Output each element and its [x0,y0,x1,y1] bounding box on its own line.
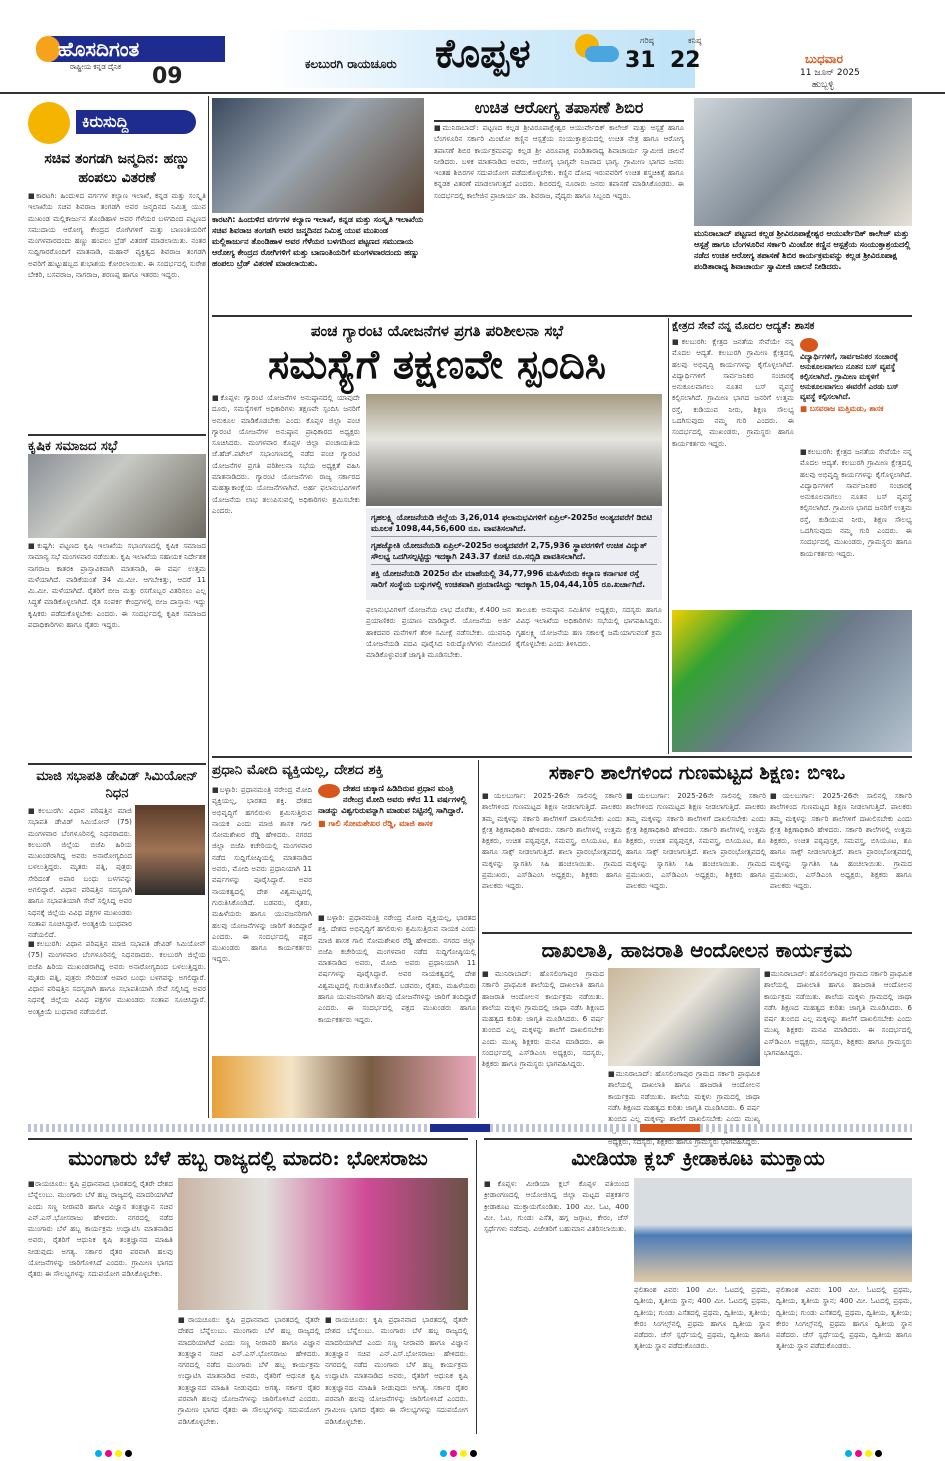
section-rule-3 [482,932,912,934]
side-quote-text: ವಿದ್ಯಾರ್ಥಿಗಳಿಗೆ, ಸಾರ್ವಜನಿಕರ ಸಂಚಾರಕ್ಕೆ ಅನುಕೂಲವಾಗಲು ನೂತನ ಬಸ್ ವ್ಯವಸ್ಥೆ ಕಲ್ಪಿಸಲಾಗಿದೆ. ಗ್ರಾಮೀಣ ಮಕ್ಕಳಿಗೆ ಅನುಕೂಲವಾಗಲು ಈವರೆಗೆ ಎರಡು ಬಸ್ ವ್ಯವಸ್ಥೆ ಕಲ್ಪಿಸಲಾಗಿದೆ. [800,352,899,401]
column-divider-2 [668,318,669,754]
yellow-dot [460,1450,467,1457]
registration-dots-left [95,1442,135,1461]
magenta-dot [105,1450,112,1457]
s1-headline: ಸಚಿವ ತಂಗಡಗಿ ಜನ್ಮದಿನ: ಹಣ್ಣು ಹಂಪಲು ವಿತರಣೆ [44,151,190,186]
city-name: ಕೊಪ್ಪಳ [435,30,531,77]
mungaru-headline: ಮುಂಗಾರು ಬೆಳೆ ಹಬ್ಬ ರಾಜ್ಯದಲ್ಲಿ ಮಾದರಿ: ಭೋಸರಾಜು [28,1138,468,1176]
magenta-dot [450,1450,457,1457]
modi-quote [318,784,476,908]
lead-kicker: ಪಂಚ ಗ್ಯಾರಂಟಿ ಯೋಜನೆಗಳ ಪ್ರಗತಿ ಪರಿಶೀಲನಾ ಸಭೆ [310,322,564,340]
dakhalati-body-b: ■ಮುನಿರಾಬಾದ್: ಹೊಸಲಿಂಗಾಪುರ ಗ್ರಾಮದ ಸರ್ಕಾರಿ ಪ್ರಾಥಮಿಕ ಶಾಲೆಯಲ್ಲಿ ದಾಖಲಾತಿ ಹಾಗೂ ಹಾಜರಾತಿ ಆಂದೋಲನ ಕಾರ್ಯಕ್ರಮ ನಡೆಯಿತು. ಶಾಲೆಯ ಮಕ್ಕಳು ಗ್ರಾಮದಲ್ಲಿ ಜಾಥಾ ನಡೆಸಿ ಶಿಕ್ಷಣದ ಮಹತ್ವದ ಕುರಿತು ಜಾಗೃತಿ ಮೂಡಿಸಿದರು. 6 ವರ್ಷ ತುಂಬಿದ ಎಲ್ಲ ಮಕ್ಕಳನ್ನು ಶಾಲೆಗೆ ದಾಖಲಿಸಬೇಕು ಎಂದು ಮುಖ್ಯ ಅಧ್ಯಕ್ಷರು, ಸದಸ್ಯರು, ಶಿಕ್ಷಕರು ಹಾಗೂ ಗ್ರಾಮಸ್ಥರು ಭಾಗವಹಿಸಿದ್ದರು. [608,1069,760,1146]
modi-headline: ಪ್ರಧಾನಿ ಮೋದಿ ವ್ಯಕ್ತಿಯಲ್ಲ, ದೇಶದ ಶಕ್ತಿ [212,762,384,778]
yellow-dot [865,1450,872,1457]
weekday: ಬುಧವಾರ [805,52,843,66]
black-dot [470,1450,477,1457]
lead-headline: ಸಮಸ್ಯೆಗೆ ತಕ್ಷಣವೇ ಸ್ಪಂದಿಸಿ [268,341,606,388]
min-temp: 22 [670,48,701,73]
dakhalati-body-a: ■ಮುನಿರಾಬಾದ್: ಹೊಸಲಿಂಗಾಪುರ ಗ್ರಾಮದ ಸರ್ಕಾರಿ ಪ್ರಾಥಮಿಕ ಶಾಲೆಯಲ್ಲಿ ದಾಖಲಾತಿ ಹಾಗೂ ಹಾಜರಾತಿ ಆಂದೋಲನ ಕಾರ್ಯಕ್ರಮ ನಡೆಯಿತು. ಶಾಲೆಯ ಮಕ್ಕಳು ಗ್ರಾಮದಲ್ಲಿ ಜಾಥಾ ನಡೆಸಿ ಶಿಕ್ಷಣದ ಮಹತ್ವದ ಕುರಿತು ಜಾಗೃತಿ ಮೂಡಿಸಿದರು. 6 ವರ್ಷ ತುಂಬಿದ ಎಲ್ಲ ಮಕ್ಕಳನ್ನು ಶಾಲೆಗೆ ದಾಖಲಿಸಬೇಕು ಎಂದು ಮುಖ್ಯ ಶಿಕ್ಷಕರು ಮನವಿ ಮಾಡಿದರು. ಈ ಸಂದರ್ಭದಲ್ಲಿ ಎಸ್‌ಡಿಎಂಸಿ ಅಧ್ಯಕ್ಷರು, ಸದಸ್ಯರು, ಶಿಕ್ಷಕರು ಹಾಗೂ ಗ್ರಾಮಸ್ಥರು ಭಾಗವಹಿಸಿದ್ದರು. [482,969,604,1069]
dakhalati-headline: ದಾಖಲಾತಿ, ಹಾಜರಾತಿ ಆಂದೋಲನ ಕಾರ್ಯಕ್ರಮ [541,938,853,962]
quote-icon [800,338,818,352]
column-divider-3 [478,760,479,1118]
lead-body-mid2: ತಾಲೂಕು ಅನುಷ್ಠಾನ ಸಮಿತಿಗಳ ಅಧ್ಯಕ್ಷರು, ಸದಸ್ಯರು ಹಾಗೂ ವಿವಿಧ ಇಲಾಖೆಯ ಅಧಿಕಾರಿಗಳು ಸಭೆಯಲ್ಲಿ ಭಾಗವಹಿಸಿದ್ದರು. ಗೃಹಲಕ್ಷ್ಮಿ ಯೋಜನೆಯ ಹಣ ಸಕಾಲಕ್ಕೆ ಜಮೆಯಾಗುವಂತೆ ಕ್ರಮ ಕೈಗೊಳ್ಳಬೇಕು ಎಂದು ತಿಳಿಸಿದರು. [516,605,662,648]
cloud-shape [585,46,619,62]
s3-headline: ಮಾಜಿ ಸಭಾಪತಿ ಡೇವಿಡ್ ಸಿಮಿಯೋನ್ ನಿಧನ [28,763,206,802]
s3-body-a: ■ಕಲಬುರಗಿ: ವಿಧಾನ ಪರಿಷತ್ತಿನ ಮಾಜಿ ಸಭಾಪತಿ ಡೇವಿಡ್ ಸಿಮಿಯೋನ್ (75) ಮಂಗಳವಾರ ಬೆಂಗಳೂರಿನಲ್ಲಿ ನಿಧನರಾದರು. ಕಲಬುರಗಿ ಜಿಲ್ಲೆಯ ಬಿಜೆಪಿ ಹಿರಿಯ ಮುಖಂಡರಾಗಿದ್ದ ಅವರು ಅನಾರೋಗ್ಯದಿಂದ ಬಳಲುತ್ತಿದ್ದರು. ಮೃತರು ಪತ್ನಿ, ಪುತ್ರರು ಸೇರಿದಂತೆ ಅಪಾರ ಬಂಧು ಬಳಗವನ್ನು ಅಗಲಿದ್ದಾರೆ. ವಿಧಾನ ಪರಿಷತ್ತಿನ ಸದಸ್ಯರಾಗಿ ಹಾಗೂ ಸಭಾಪತಿಯಾಗಿ ಸೇವೆ ಸಲ್ಲಿಸಿದ್ದ ಅವರ ನಿಧನಕ್ಕೆ ಜಿಲ್ಲೆಯ ವಿವಿಧ ಪಕ್ಷಗಳ ಮುಖಂಡರು ಸಂತಾಪ ಸೂಚಿಸಿದ್ದಾರೆ. ಅಂತ್ಯಕ್ರಿಯೆ ಬುಧವಾರ ನಡೆಯಲಿದೆ. [28,806,132,940]
s2-body: ■ಕುಷ್ಟಗಿ: ಪಟ್ಟಣದ ಕೃಷಿ ಇಲಾಖೆಯ ಸಭಾಂಗಣದಲ್ಲಿ ಕೃಷಿಕ ಸಮಾಜದ ಸಾಮಾನ್ಯ ಸಭೆ ಮಂಗಳವಾರ ನಡೆಯಿತು. ಕೃಷಿ ಇಲಾಖೆಯ ಸಹಾಯಕ ನಿರ್ದೇಶಕ ನಾಗರಾಜ ಕಾತರಕಿ ಪ್ರಾಸ್ತಾವಿಕವಾಗಿ ಮಾತನಾಡಿ, ಈ ವರ್ಷ ಉತ್ತಮ ಮಳೆಯಾಗಿದೆ. ವಾಡಿಕೆಯಂತೆ 34 ಮಿ.ಮೀ. ಆಗಬೇಕಿತ್ತು, ಆದರೆ 11 ಮಿ.ಮೀ. ಮಳೆಯಾಗಿದೆ. ರೈತರಿಗೆ ಬೀಜ ಮತ್ತು ರಸಗೊಬ್ಬರ ವಿತರಿಸಲು ಎಲ್ಲ ಸಿದ್ಧತೆ ಮಾಡಿಕೊಳ್ಳಲಾಗಿದೆ. ರೈತ ಸಂಪರ್ಕ ಕೇಂದ್ರಗಳಲ್ಲಿ ಬೀಜ ದಾಸ್ತಾನು ಇದ್ದು ಕೃಷಿಕರು ಪಡೆದುಕೊಳ್ಳಬೇಕು ಎಂದರು. ಈ ಸಂದರ್ಭದಲ್ಲಿ ಕೃಷಿಕ ಸಮಾಜದ ಪದಾಧಿಕಾರಿಗಳು ಹಾಗೂ ರೈತರು ಇದ್ದರು. [28,541,206,630]
s1-body: ■ಕಾರಟಗಿ: ಹಿಂದುಳಿದ ವರ್ಗಗಳ ಕಲ್ಯಾಣ ಇಲಾಖೆ, ಕನ್ನಡ ಮತ್ತು ಸಂಸ್ಕೃತಿ ಇಲಾಖೆಯ ಸಚಿವ ಶಿವರಾಜ ತಂಗಡಗಿ ಅವರ ಜನ್ಮದಿನದ ನಿಮಿತ್ತ ಯುವ ಮುಖಂಡ ಮಲ್ಲಿಕಾರ್ಜುನ ತೊಂಡಿಹಾಳ ಅವರ ಗೆಳೆಯರ ಬಳಗದಿಂದ ಪಟ್ಟಣದ ಸಮುದಾಯ ಆರೋಗ್ಯ ಕೇಂದ್ರದ ರೋಗಿಗಳಿಗೆ ಮತ್ತು ಬಾಣಂತಿಯರಿಗೆ ಮಂಗಳವಾರದಂದು ಹಣ್ಣು ಹಂಪಲು ಬ್ರೆಡ್ ವಿತರಣೆ ಮಾಡಲಾಯಿತು. ನಂತರ ಸುದ್ದಿಗಾರರೊಂದಿಗೆ ಮಾತನಾಡಿ, ಮಹಾನ್ ವ್ಯಕ್ತಿತ್ವದ ಶಿವರಾಜ ತಂಗಡಗಿ ಅವರಿಗೆ ಹುಟ್ಟುಹಬ್ಬದ ಶುಭಾಶಯ ಕೋರಲಾಯಿತು. ಈ ಸಂದರ್ಭದಲ್ಲಿ ಸುರೇಶ ಬೇಕರಿ, ಬಸವರಾಜ, ನಾಗರಾಜ, ಶರಣಪ್ಪ ಹಾಗೂ ಇತರರು ಇದ್ದರು. [28,191,206,280]
section-rule-2 [212,756,912,758]
mungaru-photo [178,1178,468,1310]
quote-icon [318,784,340,798]
column-divider-4 [476,1140,477,1434]
mungaru-body-c: ■ರಾಯಚೂರು: ಕೃಷಿ ಪ್ರಧಾನವಾದ ಭಾರತದಲ್ಲಿ ರೈತರೇ ದೇಶದ ಬೆನ್ನೆಲುಬು. ಮುಂಗಾರು ಬೆಳೆ ಹಬ್ಬ ರಾಜ್ಯದಲ್ಲಿ ಮಾದರಿಯಾಗಿದೆ ಎಂದು ಸಣ್ಣ ನೀರಾವರಿ ಹಾಗೂ ವಿಜ್ಞಾನ ತಂತ್ರಜ್ಞಾನ ಸಚಿವ ಎನ್.ಎಸ್.ಭೋಸರಾಜು ಹೇಳಿದರು. ನಗರದಲ್ಲಿ ನಡೆದ ಮುಂಗಾರು ಬೆಳೆ ಹಬ್ಬ ಕಾರ್ಯಕ್ರಮ ಉದ್ಘಾಟಿಸಿ ಮಾತನಾಡಿದ ಅವರು, ರೈತರಿಗೆ ಆಧುನಿಕ ಕೃಷಿ ತಂತ್ರಜ್ಞಾನದ ಮಾಹಿತಿ ನೀಡುವುದು ಅಗತ್ಯ. ಸರ್ಕಾರ ರೈತರ ಪರವಾಗಿ ಹಲವು ಯೋಜನೆಗಳನ್ನು ಜಾರಿಗೊಳಿಸಿದೆ ಎಂದರು. ಗ್ರಾಮೀಣ ಭಾಗದ ರೈತರು ಈ ಸೌಲಭ್ಯಗಳನ್ನು ಸದುಪಯೋಗ ಪಡಿಸಿಕೊಳ್ಳಬೇಕು. [325,1315,468,1426]
cyan-dot [440,1450,447,1457]
yellow-dot [115,1450,122,1457]
stat-shakti: ಶಕ್ತಿ ಯೋಜನೆಯಡಿ 2025ರ ಮೇ ಮಾಹೆಯಲ್ಲಿ 34,77,996 ಮಹಿಳೆಯರು ಕಲ್ಯಾಣ ಕರ್ನಾಟಕ ರಸ್ತೆ ಸಾರಿಗೆ ಸಂಸ್ಥೆಯ ಬಸ್ಸುಗಳಲ್ಲಿ ಉಚಿತವಾಗಿ ಪ್ರಯಾಣಿಸಿದ್ದು ಇದಕ್ಕಾಗಿ 15,04,44,105 ರೂ.ಖರ್ಚಾಗಿದೆ. [371,569,646,589]
side-quote-by: ■ ಬಸವರಾಜ ಮತ್ತಿಮಡು, ಶಾಸಕ [800,404,884,413]
paper-tagline: ರಾಷ್ಟ್ರೀಯ ಕನ್ನಡ ದೈನಿಕ [70,63,122,71]
masthead [0,0,945,94]
media-headline: ಮೀಡಿಯಾ ಕ್ಲಬ್ ಕ್ರೀಡಾಕೂಟ ಮುಕ್ತಾಯ [484,1138,912,1176]
obituary-photo [135,805,205,895]
top2-photo [694,98,912,226]
black-dot [125,1450,132,1457]
max-temp-label: ಗರಿಷ್ಠ [640,36,654,45]
separator-accent-blue [430,1124,490,1132]
lead-stat-box [366,508,662,600]
page-number: 09 [152,64,183,89]
top1-photo [212,98,424,213]
school-body-b: ■ಯಲಬುರ್ಗಾ: 2025-26ನೇ ಸಾಲಿನಲ್ಲಿ ಸರ್ಕಾರಿ ಶಾಲೆಗಳಿಂದ ಗುಣಮಟ್ಟದ ಶಿಕ್ಷಣ ನೀಡಲಾಗುತ್ತಿದೆ. ಪಾಲಕರು ತಮ್ಮ ಮಕ್ಕಳನ್ನು ಸರ್ಕಾರಿ ಶಾಲೆಗಳಿಗೆ ದಾಖಲಿಸಬೇಕು ಎಂದು ಕ್ಷೇತ್ರ ಶಿಕ್ಷಣಾಧಿಕಾರಿ ಹೇಳಿದರು. ಸರ್ಕಾರಿ ಶಾಲೆಗಳಲ್ಲಿ ಉತ್ತಮ ಶಿಕ್ಷಕರು, ಉಚಿತ ಪಠ್ಯಪುಸ್ತಕ, ಸಮವಸ್ತ್ರ, ಬಿಸಿಯೂಟ, ಶೂ ಹಾಗೂ ಸಾಕ್ಸ್ ನೀಡಲಾಗುತ್ತಿದೆ. ಶಾಲಾ ಪ್ರಾರಂಭೋತ್ಸವದಲ್ಲಿ ಮಕ್ಕಳನ್ನು ಸ್ವಾಗತಿಸಿ ಸಿಹಿ ಹಂಚಲಾಯಿತು. ಗ್ರಾಮದ ಪ್ರಮುಖರು, ಎಸ್‌ಡಿಎಂಸಿ ಅಧ್ಯಕ್ಷರು, ಶಿಕ್ಷಕರು ಹಾಗೂ ಪಾಲಕರು ಇದ್ದರು. [626,791,766,891]
s3-body-b: ■ಕಲಬುರಗಿ: ವಿಧಾನ ಪರಿಷತ್ತಿನ ಮಾಜಿ ಸಭಾಪತಿ ಡೇವಿಡ್ ಸಿಮಿಯೋನ್ (75) ಮಂಗಳವಾರ ಬೆಂಗಳೂರಿನಲ್ಲಿ ನಿಧನರಾದರು. ಕಲಬುರಗಿ ಜಿಲ್ಲೆಯ ಬಿಜೆಪಿ ಹಿರಿಯ ಮುಖಂಡರಾಗಿದ್ದ ಅವರು ಅನಾರೋಗ್ಯದಿಂದ ಬಳಲುತ್ತಿದ್ದರು. ಮೃತರು ಪತ್ನಿ, ಪುತ್ರರು ಸೇರಿದಂತೆ ಅಪಾರ ಬಂಧು ಬಳಗವನ್ನು ಅಗಲಿದ್ದಾರೆ. ವಿಧಾನ ಪರಿಷತ್ತಿನ ಸದಸ್ಯರಾಗಿ ಹಾಗೂ ಸಭಾಪತಿಯಾಗಿ ಸೇವೆ ಸಲ್ಲಿಸಿದ್ದ ಅವರ ನಿಧನಕ್ಕೆ ಜಿಲ್ಲೆಯ ವಿವಿಧ ಪಕ್ಷಗಳ ಮುಖಂಡರು ಸಂತಾಪ ಸೂಚಿಸಿದ್ದಾರೆ. ಅಂತ್ಯಕ್ರಿಯೆ ಬುಧವಾರ ನಡೆಯಲಿದೆ. [28,939,206,1016]
column-title: ಕಿರುಸುದ್ದಿ [76,110,196,134]
stat-gruhajyothi: ಗೃಹಜ್ಯೋತಿ ಯೋಜನೆಯಡಿ ಏಪ್ರಿಲ್-2025ರ ಅಂತ್ಯದವರೆಗೆ 2,75,936 ಸ್ಥಾವರಗಳಿಗೆ ಉಚಿತ ವಿದ್ಯುತ್ ಸೌಲಭ್ಯ ಒದಗಿಸಲ್ಪಟ್ಟಿದ್ದು ಇದಕ್ಕಾಗಿ 243.37 ಕೋಟಿ ರೂ.ಸಬ್ಸಿಡಿ ಪಾವತಿಸಲಾಗಿದೆ. [371,540,657,565]
column-divider [208,96,209,1118]
kirusuddi-header [28,98,198,148]
registration-dots-right [845,1442,885,1461]
lead-body-left: ■ಕೊಪ್ಪಳ: ಗ್ಯಾರಂಟಿ ಯೋಜನೆಗಳ ಅನುಷ್ಠಾನದಲ್ಲಿ ಯಾವುದೇ ದೂರು, ಸಮಸ್ಯೆಗಳಿಗೆ ಅಧಿಕಾರಿಗಳು ತಕ್ಷಣವೇ ಸ್ಪಂದಿಸಿ ಜನರಿಗೆ ಅನುಕೂಲ ಮಾಡಿಕೊಡಬೇಕು ಎಂದು ಕೊಪ್ಪಳ ಜಿಲ್ಲಾ ಪಂಚ ಗ್ಯಾರಂಟಿ ಯೋಜನೆಗಳ ಅನುಷ್ಠಾನ ಪ್ರಾಧಿಕಾರದ ಅಧ್ಯಕ್ಷರು ಸೂಚಿಸಿದರು. ಮಂಗಳವಾರ ಕೊಪ್ಪಳ ಜಿಲ್ಲಾ ಪಂಚಾಯತಿಯ ಜೆ.ಹೆಚ್.ಪಟೇಲ್ ಸಭಾಂಗಣದಲ್ಲಿ ನಡೆದ ಪಂಚ ಗ್ಯಾರಂಟಿ ಯೋಜನೆಗಳ ಪ್ರಗತಿ ಪರಿಶೀಲನಾ ಸಭೆಯ ಅಧ್ಯಕ್ಷತೆ ವಹಿಸಿ ಮಾತನಾಡಿದರು. ಗ್ಯಾರಂಟಿ ಯೋಜನೆಗಳು ರಾಜ್ಯ ಸರ್ಕಾರದ ಮಹತ್ವಾಕಾಂಕ್ಷೆಯ ಯೋಜನೆಗಳಾಗಿವೆ. ಅರ್ಹ ಫಲಾನುಭವಿಗಳಿಗೆ ಯೋಜನೆಯ ಲಾಭ ತಲುಪಿಸುವಲ್ಲಿ ಅಧಿಕಾರಿಗಳು ಶ್ರಮಿಸಬೇಕು ಎಂದರು. [212,393,360,515]
s2-photo [28,454,206,538]
modi-quote-text: ದೇಶದ ಚುಕ್ಕಾಣಿ ಹಿಡಿದಿರುವ ಪ್ರಧಾನ ಮಂತ್ರಿ ನರೇಂದ್ರ ಮೋದಿ ಅವರು ಕಳೆದ 11 ವರ್ಷಗಳಲ್ಲಿ ನಾಡನ್ನು ವಿಶ್ವಗುರುವನ್ನಾಗಿ ಮಾಡುವ ನಿಟ್ಟಿನಲ್ಲಿ ಸಾಗಿದ್ದಾರೆ. [318,784,467,815]
media-results-a: ಫಲಿತಾಂಶ ವಿವರ: 100 ಮೀ. ಓಟದಲ್ಲಿ ಪ್ರಥಮ, ದ್ವಿತೀಯ, ತೃತೀಯ ಸ್ಥಾನ; 400 ಮೀ. ಓಟದಲ್ಲಿ ಪ್ರಥಮ, ದ್ವಿತೀಯ; ಗುಂಡು ಎಸೆತದಲ್ಲಿ ಪ್ರಥಮ, ದ್ವಿತೀಯ, ತೃತೀಯ; ಕೇರಂ ಸಿಂಗಲ್ಸ್‌ನಲ್ಲಿ ಪ್ರಥಮ ಹಾಗೂ ದ್ವಿತೀಯ ಸ್ಥಾನ ಪಡೆದರು. ಚೆಸ್ ಸ್ಪರ್ಧೆಯಲ್ಲಿ ಪ್ರಥಮ, ದ್ವಿತೀಯ ಹಾಗೂ ತೃತೀಯ ಸ್ಥಾನ ಪಡೆದುಕೊಂಡರು. [634,1285,770,1351]
magenta-dot [855,1450,862,1457]
stat-gruhalakshmi: ಗೃಹಲಕ್ಷ್ಮಿ ಯೋಜನೆಯಡಿ ಜಿಲ್ಲೆಯ 3,26,014 ಫಲಾನುಭವಿಗಳಿಗೆ ಏಪ್ರಿಲ್-2025ರ ಅಂತ್ಯದವರೆಗೆ ಡಿಬಿಟಿ ಮೂಲಕ 1098,44,56,600 ರೂ. ವಾವತಿಸಲಾಗಿದೆ. [371,512,657,537]
side-quote [800,338,912,442]
side-photo [672,610,912,752]
lead-photo [366,394,662,506]
registration-dots-center [440,1442,480,1461]
issue-date: 11 ಜೂನ್ 2025 [800,68,860,78]
edition-place: ಹುಬ್ಬಳ್ಳಿ [812,80,834,90]
media-photo [634,1178,912,1282]
modi-body-a: ■ಬಳ್ಳಾರಿ: ಪ್ರಧಾನಮಂತ್ರಿ ನರೇಂದ್ರ ಮೋದಿ ವ್ಯಕ್ತಿಯಲ್ಲ, ಭಾರತದ ಶಕ್ತಿ. ದೇಶದ ಅಭಿವೃದ್ಧಿಗೆ ಹಗಲಿರುಳು ಶ್ರಮಿಸುತ್ತಿರುವ ನಾಯಕ ಎಂದು ಮಾಜಿ ಶಾಸಕ ಗಾಲಿ ಸೋಮಶೇಖರ ರೆಡ್ಡಿ ಹೇಳಿದರು. ನಗರದ ಜಿಲ್ಲಾ ಬಿಜೆಪಿ ಕಚೇರಿಯಲ್ಲಿ ಮಂಗಳವಾರ ನಡೆದ ಸುದ್ದಿಗೋಷ್ಠಿಯಲ್ಲಿ ಮಾತನಾಡಿದ ಅವರು, ಮೋದಿ ಅವರು ಪ್ರಧಾನಿಯಾಗಿ 11 ವರ್ಷಗಳನ್ನು ಪೂರೈಸಿದ್ದಾರೆ. ಅವರ ನಾಯಕತ್ವದಲ್ಲಿ ದೇಶ ವಿಶ್ವಮಟ್ಟದಲ್ಲಿ ಗುರುತಿಸಿಕೊಂಡಿದೆ. ಬಡವರು, ರೈತರು, ಮಹಿಳೆಯರು ಹಾಗೂ ಯುವಜನರಿಗಾಗಿ ಹಲವು ಯೋಜನೆಗಳನ್ನು ಜಾರಿಗೆ ತಂದಿದ್ದಾರೆ ಎಂದರು. ಈ ಸಂದರ್ಭದಲ್ಲಿ ಪಕ್ಷದ ಮುಖಂಡರು ಹಾಗೂ ಕಾರ್ಯಕರ್ತರು ಇದ್ದರು. [212,785,312,964]
modi-photo [212,1056,476,1118]
section-rule [212,315,912,317]
top2-body: ■ಮುನಿರಾಬಾದ್: ಪಟ್ಟಣದ ಕಲ್ಲಡ ಶ್ರೀವಿರೂಪಾಕ್ಷೇಶ್ವರ ಆಯುರ್ವೇದಿಕ್ ಕಾಲೇಜ್ ಮತ್ತು ಆಸ್ಪತ್ರೆ ಹಾಗೂ ಬೆಂಗಳೂರಿನ ಸರ್ಕಾರಿ ಮಿಂಟೋ ಕಣ್ಣಿನ ಆಸ್ಪತ್ರೆಯ ಸಂಯುಕ್ತಾಶ್ರಯದಲ್ಲಿ ಉಚಿತ ನೇತ್ರ ಹಾಗೂ ಆರೋಗ್ಯ ತಪಾಸಣೆ ಶಿಬಿರ ಕಾರ್ಯಕ್ರಮವನ್ನು ಕಲ್ಲಡ ಶ್ರೀ ವಿರೂಪಾಕ್ಷ ಪಂಡಿತಾರಾಧ್ಯ ಶಿವಾಚಾರ್ಯ ಸ್ವಾಮೀಜಿ ಚಾಲನೆ ನೀಡಿದರು. ಬಳಿಕ ಮಾತನಾಡಿದ ಅವರು, ಆರೋಗ್ಯ ಭಾಗ್ಯವೇ ನಿಜವಾದ ಭಾಗ್ಯ. ಗ್ರಾಮೀಣ ಭಾಗದ ಜನರು ಇಂತಹ ಶಿಬಿರಗಳ ಸದುಪಯೋಗ ಪಡೆದುಕೊಳ್ಳಬೇಕು. ಕಣ್ಣಿನ ದೋಷ ಇರುವವರಿಗೆ ಉಚಿತ ಶಸ್ತ್ರಚಿಕಿತ್ಸೆ ಹಾಗೂ ಕನ್ನಡಕ ವಿತರಣೆ ಮಾಡಲಾಗುತ್ತದೆ ಎಂದರು. ಶಿಬಿರದಲ್ಲಿ ನೂರಾರು ಜನರು ತಪಾಸಣೆ ಮಾಡಿಸಿಕೊಂಡರು. ಈ ಸಂದರ್ಭದಲ್ಲಿ ಕಾಲೇಜಿನ ಪ್ರಾಚಾರ್ಯ ಡಾ. ಶಿವರಾಜ, ವೈದ್ಯರು ಹಾಗೂ ಸಿಬ್ಬಂದಿ ಇದ್ದರು. [434,123,684,200]
separator-accent-orange [640,1124,700,1132]
s2-headline: ಕೃಷಿಕ ಸಮಾಜದ ಸಭೆ [28,434,206,454]
modi-quote-by: ■ ಗಾಲಿ ಸೋಮಶೇಖರ ರೆಡ್ಡಿ, ಮಾಜಿ ಶಾಸಕ [318,819,433,829]
dakhalati-body-c: ■ಮುನಿರಾಬಾದ್: ಹೊಸಲಿಂಗಾಪುರ ಗ್ರಾಮದ ಸರ್ಕಾರಿ ಪ್ರಾಥಮಿಕ ಶಾಲೆಯಲ್ಲಿ ದಾಖಲಾತಿ ಹಾಗೂ ಹಾಜರಾತಿ ಆಂದೋಲನ ಕಾರ್ಯಕ್ರಮ ನಡೆಯಿತು. ಶಾಲೆಯ ಮಕ್ಕಳು ಗ್ರಾಮದಲ್ಲಿ ಜಾಥಾ ನಡೆಸಿ ಶಿಕ್ಷಣದ ಮಹತ್ವದ ಕುರಿತು ಜಾಗೃತಿ ಮೂಡಿಸಿದರು. 6 ವರ್ಷ ತುಂಬಿದ ಎಲ್ಲ ಮಕ್ಕಳನ್ನು ಶಾಲೆಗೆ ದಾಖಲಿಸಬೇಕು ಎಂದು ಮುಖ್ಯ ಶಿಕ್ಷಕರು ಮನವಿ ಮಾಡಿದರು. ಈ ಸಂದರ್ಭದಲ್ಲಿ ಎಸ್‌ಡಿಎಂಸಿ ಅಧ್ಯಕ್ಷರು, ಸದಸ್ಯರು, ಶಿಕ್ಷಕರು ಹಾಗೂ ಗ್ರಾಮಸ್ಥರು ಭಾಗವಹಿಸಿದ್ದರು. [764,969,912,1058]
black-dot [875,1450,882,1457]
top2-caption: ಮುನಿರಾಬಾದ್ ಪಟ್ಟಣದ ಕಲ್ಲಡ ಶ್ರೀವಿರೂಪಾಕ್ಷೇಶ್ವರ ಆಯುರ್ವೇದಿಕ್ ಕಾಲೇಜ್ ಮತ್ತು ಆಸ್ಪತ್ರೆ ಹಾಗೂ ಬೆಂಗಳೂರಿನ ಸರ್ಕಾರಿ ಮಿಂಟೋ ಕಣ್ಣಿನ ಆಸ್ಪತ್ರೆಯ ಸಂಯುಕ್ತಾಶ್ರಯದಲ್ಲಿ ನಡೆದ ಉಚಿತ ಆರೋಗ್ಯ ತಪಾಸಣೆ ಶಿಬಿರ ಕಾರ್ಯಕ್ರಮವನ್ನು ಕಲ್ಲಡ ಶ್ರೀವಿರೂಪಾಕ್ಷ ಪಂಡಿತಾರಾಧ್ಯ ಶಿವಾಚಾರ್ಯ ಸ್ವಾಮೀಜಿ ಚಾಲನೆ ನೀಡಿದರು. [694,228,912,314]
school-headline: ಸರ್ಕಾರಿ ಶಾಲೆಗಳಿಂದ ಗುಣಮಟ್ಟದ ಶಿಕ್ಷಣ: ಬಿಇಒ [548,762,846,784]
lead-body-mid1: ಫಲಾನುಭವಿಗಳಿಗೆ ಯೋಜನೆಯ ಲಾಭ ದೊರೆತು, ಕೆ.400 ಜನ ಪ್ರಯಾಣಿಕರು ಪ್ರಯಾಣ ಮಾಡಿದ್ದಾರೆ. ಯೋಜನೆಯ ಅರ್ಜಿ ಹಾಕದವರ ಮನೆಗಳಿಗೆ ತೆರಳಿ ಸಮೀಕ್ಷೆ ನಡೆಸಬೇಕು. ಯುವನಿಧಿ ಯೋಜನೆಯಡಿ ಪದವಿ ಪೂರೈಸಿದ ನಿರುದ್ಯೋಗಿಗಳು ನೋಂದಣಿ ಮಾಡಿಕೊಳ್ಳುವಂತೆ ಜಾಗೃತಿ ಮೂಡಿಸಬೇಕು. [366,605,511,660]
top2-headline: ಉಚಿತ ಆರೋಗ್ಯ ತಪಾಸಣೆ ಶಿಬಿರ [434,98,684,122]
fist-icon [28,102,70,144]
mungaru-body-b: ■ರಾಯಚೂರು: ಕೃಷಿ ಪ್ರಧಾನವಾದ ಭಾರತದಲ್ಲಿ ರೈತರೇ ದೇಶದ ಬೆನ್ನೆಲುಬು. ಮುಂಗಾರು ಬೆಳೆ ಹಬ್ಬ ರಾಜ್ಯದಲ್ಲಿ ಮಾದರಿಯಾಗಿದೆ ಎಂದು ಸಣ್ಣ ನೀರಾವರಿ ಹಾಗೂ ವಿಜ್ಞಾನ ತಂತ್ರಜ್ಞಾನ ಸಚಿವ ಎನ್.ಎಸ್.ಭೋಸರಾಜು ಹೇಳಿದರು. ನಗರದಲ್ಲಿ ನಡೆದ ಮುಂಗಾರು ಬೆಳೆ ಹಬ್ಬ ಕಾರ್ಯಕ್ರಮ ಉದ್ಘಾಟಿಸಿ ಮಾತನಾಡಿದ ಅವರು, ರೈತರಿಗೆ ಆಧುನಿಕ ಕೃಷಿ ತಂತ್ರಜ್ಞಾನದ ಮಾಹಿತಿ ನೀಡುವುದು ಅಗತ್ಯ. ಸರ್ಕಾರ ರೈತರ ಪರವಾಗಿ ಹಲವು ಯೋಜನೆಗಳನ್ನು ಜಾರಿಗೊಳಿಸಿದೆ ಎಂದರು. ಗ್ರಾಮೀಣ ಭಾಗದ ರೈತರು ಈ ಸೌಲಭ್ಯಗಳನ್ನು ಸದುಪಯೋಗ ಪಡಿಸಿಕೊಳ್ಳಬೇಕು. [178,1315,320,1426]
media-body: ■ಕೊಪ್ಪಳ: ಮೀಡಿಯಾ ಕ್ಲಬ್ ಕೊಪ್ಪಳ ವತಿಯಿಂದ ಕ್ರೀಡಾಂಗಣದಲ್ಲಿ ಆಯೋಜಿಸಿದ್ದ ಜಿಲ್ಲಾ ಮಟ್ಟದ ಪತ್ರಕರ್ತರ ಕ್ರೀಡಾಕೂಟ ಮುಕ್ತಾಯಗೊಂಡಿತು. 100 ಮೀ. ಓಟ, 400 ಮೀ. ಓಟ, ಗುಂಡು ಎಸೆತ, ಹಗ್ಗ ಜಗ್ಗಾಟ, ಕೇರಂ, ಚೆಸ್ ಸ್ಪರ್ಧೆಗಳು ನಡೆದವು. ವಿಜೇತರಿಗೆ ಬಹುಮಾನ ವಿತರಿಸಲಾಯಿತು. [484,1179,629,1234]
modi-body-b: ■ಬಳ್ಳಾರಿ: ಪ್ರಧಾನಮಂತ್ರಿ ನರೇಂದ್ರ ಮೋದಿ ವ್ಯಕ್ತಿಯಲ್ಲ, ಭಾರತದ ಶಕ್ತಿ. ದೇಶದ ಅಭಿವೃದ್ಧಿಗೆ ಹಗಲಿರುಳು ಶ್ರಮಿಸುತ್ತಿರುವ ನಾಯಕ ಎಂದು ಮಾಜಿ ಶಾಸಕ ಗಾಲಿ ಸೋಮಶೇಖರ ರೆಡ್ಡಿ ಹೇಳಿದರು. ನಗರದ ಜಿಲ್ಲಾ ಬಿಜೆಪಿ ಕಚೇರಿಯಲ್ಲಿ ಮಂಗಳವಾರ ನಡೆದ ಸುದ್ದಿಗೋಷ್ಠಿಯಲ್ಲಿ ಮಾತನಾಡಿದ ಅವರು, ಮೋದಿ ಅವರು ಪ್ರಧಾನಿಯಾಗಿ 11 ವರ್ಷಗಳನ್ನು ಪೂರೈಸಿದ್ದಾರೆ. ಅವರ ನಾಯಕತ್ವದಲ್ಲಿ ದೇಶ ವಿಶ್ವಮಟ್ಟದಲ್ಲಿ ಗುರುತಿಸಿಕೊಂಡಿದೆ. ಬಡವರು, ರೈತರು, ಮಹಿಳೆಯರು ಹಾಗೂ ಯುವಜನರಿಗಾಗಿ ಹಲವು ಯೋಜನೆಗಳನ್ನು ಜಾರಿಗೆ ತಂದಿದ್ದಾರೆ ಎಂದರು. ಈ ಸಂದರ್ಭದಲ್ಲಿ ಪಕ್ಷದ ಮುಖಂಡರು ಹಾಗೂ ಕಾರ್ಯಕರ್ತರು ಇದ್ದರು. [318,913,476,1024]
school-body-c: ■ಯಲಬುರ್ಗಾ: 2025-26ನೇ ಸಾಲಿನಲ್ಲಿ ಸರ್ಕಾರಿ ಶಾಲೆಗಳಿಂದ ಗುಣಮಟ್ಟದ ಶಿಕ್ಷಣ ನೀಡಲಾಗುತ್ತಿದೆ. ಪಾಲಕರು ತಮ್ಮ ಮಕ್ಕಳನ್ನು ಸರ್ಕಾರಿ ಶಾಲೆಗಳಿಗೆ ದಾಖಲಿಸಬೇಕು ಎಂದು ಕ್ಷೇತ್ರ ಶಿಕ್ಷಣಾಧಿಕಾರಿ ಹೇಳಿದರು. ಸರ್ಕಾರಿ ಶಾಲೆಗಳಲ್ಲಿ ಉತ್ತಮ ಶಿಕ್ಷಕರು, ಉಚಿತ ಪಠ್ಯಪುಸ್ತಕ, ಸಮವಸ್ತ್ರ, ಬಿಸಿಯೂಟ, ಶೂ ಹಾಗೂ ಸಾಕ್ಸ್ ನೀಡಲಾಗುತ್ತಿದೆ. ಶಾಲಾ ಪ್ರಾರಂಭೋತ್ಸವದಲ್ಲಿ ಮಕ್ಕಳನ್ನು ಸ್ವಾಗತಿಸಿ ಸಿಹಿ ಹಂಚಲಾಯಿತು. ಗ್ರಾಮದ ಪ್ರಮುಖರು, ಎಸ್‌ಡಿಎಂಸಿ ಅಧ್ಯಕ್ಷರು, ಶಿಕ್ಷಕರು ಹಾಗೂ ಪಾಲಕರು ಇದ್ದರು. [770,791,912,891]
cyan-dot [845,1450,852,1457]
top1-caption: ಕಾರಟಗಿ: ಹಿಂದುಳಿದ ವರ್ಗಗಳ ಕಲ್ಯಾಣ ಇಲಾಖೆ, ಕನ್ನಡ ಮತ್ತು ಸಂಸ್ಕೃತಿ ಇಲಾಖೆಯ ಸಚಿವ ಶಿವರಾಜ ತಂಗಡಗಿ ಅವರ ಜನ್ಮದಿನದ ನಿಮಿತ್ತ ಯುವ ಮುಖಂಡ ಮಲ್ಲಿಕಾರ್ಜುನ ತೊಂಡಿಹಾಳ ಅವರ ಗೆಳೆಯರ ಬಳಗದಿಂದ ಪಟ್ಟಣದ ಸಮುದಾಯ ಆರೋಗ್ಯ ಕೇಂದ್ರದ ರೋಗಿಗಳಿಗೆ ಮತ್ತು ಬಾಣಂತಿಯರಿಗೆ ಮಂಗಳವಾರದಂದು ಹಣ್ಣು ಹಂಪಲು ಬ್ರೆಡ್ ವಿತರಣೆ ಮಾಡಲಾಯಿತು. [212,214,424,312]
paper-name: ಹೊಸದಿಗಂತ [58,37,140,61]
school-body-a: ■ಯಲಬುರ್ಗಾ: 2025-26ನೇ ಸಾಲಿನಲ್ಲಿ ಸರ್ಕಾರಿ ಶಾಲೆಗಳಿಂದ ಗುಣಮಟ್ಟದ ಶಿಕ್ಷಣ ನೀಡಲಾಗುತ್ತಿದೆ. ಪಾಲಕರು ತಮ್ಮ ಮಕ್ಕಳನ್ನು ಸರ್ಕಾರಿ ಶಾಲೆಗಳಿಗೆ ದಾಖಲಿಸಬೇಕು ಎಂದು ಕ್ಷೇತ್ರ ಶಿಕ್ಷಣಾಧಿಕಾರಿ ಹೇಳಿದರು. ಸರ್ಕಾರಿ ಶಾಲೆಗಳಲ್ಲಿ ಉತ್ತಮ ಶಿಕ್ಷಕರು, ಉಚಿತ ಪಠ್ಯಪುಸ್ತಕ, ಸಮವಸ್ತ್ರ, ಬಿಸಿಯೂಟ, ಶೂ ಹಾಗೂ ಸಾಕ್ಸ್ ನೀಡಲಾಗುತ್ತಿದೆ. ಶಾಲಾ ಪ್ರಾರಂಭೋತ್ಸವದಲ್ಲಿ ಮಕ್ಕಳನ್ನು ಸ್ವಾಗತಿಸಿ ಸಿಹಿ ಹಂಚಲಾಯಿತು. ಗ್ರಾಮದ ಪ್ರಮುಖರು, ಎಸ್‌ಡಿಎಂಸಿ ಅಧ್ಯಕ್ಷರು, ಶಿಕ್ಷಕರು ಹಾಗೂ ಪಾಲಕರು ಇದ್ದರು. [482,791,622,891]
mungaru-body-a: ■ರಾಯಚೂರು: ಕೃಷಿ ಪ್ರಧಾನವಾದ ಭಾರತದಲ್ಲಿ ರೈತರೇ ದೇಶದ ಬೆನ್ನೆಲುಬು. ಮುಂಗಾರು ಬೆಳೆ ಹಬ್ಬ ರಾಜ್ಯದಲ್ಲಿ ಮಾದರಿಯಾಗಿದೆ ಎಂದು ಸಣ್ಣ ನೀರಾವರಿ ಹಾಗೂ ವಿಜ್ಞಾನ ತಂತ್ರಜ್ಞಾನ ಸಚಿವ ಎನ್.ಎಸ್.ಭೋಸರಾಜು ಹೇಳಿದರು. ನಗರದಲ್ಲಿ ನಡೆದ ಮುಂಗಾರು ಬೆಳೆ ಹಬ್ಬ ಕಾರ್ಯಕ್ರಮ ಉದ್ಘಾಟಿಸಿ ಮಾತನಾಡಿದ ಅವರು, ರೈತರಿಗೆ ಆಧುನಿಕ ಕೃಷಿ ತಂತ್ರಜ್ಞಾನದ ಮಾಹಿತಿ ನೀಡುವುದು ಅಗತ್ಯ. ಸರ್ಕಾರ ರೈತರ ಪರವಾಗಿ ಹಲವು ಯೋಜನೆಗಳನ್ನು ಜಾರಿಗೊಳಿಸಿದೆ ಎಂದರು. ಗ್ರಾಮೀಣ ಭಾಗದ ರೈತರು ಈ ಸೌಲಭ್ಯಗಳನ್ನು ಸದುಪಯೋಗ ಪಡಿಸಿಕೊಳ್ಳಬೇಕು. [28,1179,173,1279]
cyan-dot [95,1450,102,1457]
regions: ಕಲಬುರಗಿ ರಾಯಚೂರು [305,57,397,71]
max-temp: 31 [625,48,656,73]
dakhalati-photo [608,968,760,1066]
min-temp-label: ಕನಿಷ್ಠ [688,36,702,45]
side-headline: ಕ್ಷೇತ್ರದ ಸೇವೆ ನನ್ನ ಮೊದಲ ಆದ್ಯತೆ: ಶಾಸಕ [672,320,815,332]
side-body: ■ಕಲಬುರಗಿ: ಕ್ಷೇತ್ರದ ಜನತೆಯ ಸೇವೆಯೇ ನನ್ನ ಮೊದಲ ಆದ್ಯತೆ. ಕಲಬುರಗಿ ಗ್ರಾಮೀಣ ಕ್ಷೇತ್ರದಲ್ಲಿ ಹಲವು ಅಭಿವೃದ್ಧಿ ಕಾರ್ಯಗಳನ್ನು ಕೈಗೊಳ್ಳಲಾಗಿದೆ. ವಿದ್ಯಾರ್ಥಿಗಳಿಗೆ ಸಾರ್ವಜನಿಕರ ಸಂಚಾರಕ್ಕೆ ಅನುಕೂಲವಾಗಲು ನೂತನ ಬಸ್ ವ್ಯವಸ್ಥೆ ಕಲ್ಪಿಸಲಾಗಿದೆ. ಗ್ರಾಮೀಣ ಭಾಗದ ಜನರಿಗೆ ಉತ್ತಮ ರಸ್ತೆ, ಕುಡಿಯುವ ನೀರು, ಶಿಕ್ಷಣ ಸೌಲಭ್ಯ ಒದಗಿಸುವುದು ನಮ್ಮ ಗುರಿ ಎಂದರು. ಈ ಸಂದರ್ಭದಲ್ಲಿ ಮುಖಂಡರು, ಗ್ರಾಮಸ್ಥರು ಹಾಗೂ ಕಾರ್ಯಕರ್ತರು ಇದ್ದರು. [672,337,794,448]
side-body-b: ■ಕಲಬುರಗಿ: ಕ್ಷೇತ್ರದ ಜನತೆಯ ಸೇವೆಯೇ ನನ್ನ ಮೊದಲ ಆದ್ಯತೆ. ಕಲಬುರಗಿ ಗ್ರಾಮೀಣ ಕ್ಷೇತ್ರದಲ್ಲಿ ಹಲವು ಅಭಿವೃದ್ಧಿ ಕಾರ್ಯಗಳನ್ನು ಕೈಗೊಳ್ಳಲಾಗಿದೆ. ವಿದ್ಯಾರ್ಥಿಗಳಿಗೆ ಸಾರ್ವಜನಿಕರ ಸಂಚಾರಕ್ಕೆ ಅನುಕೂಲವಾಗಲು ನೂತನ ಬಸ್ ವ್ಯವಸ್ಥೆ ಕಲ್ಪಿಸಲಾಗಿದೆ. ಗ್ರಾಮೀಣ ಭಾಗದ ಜನರಿಗೆ ಉತ್ತಮ ರಸ್ತೆ, ಕುಡಿಯುವ ನೀರು, ಶಿಕ್ಷಣ ಸೌಲಭ್ಯ ಒದಗಿಸುವುದು ನಮ್ಮ ಗುರಿ ಎಂದರು. ಈ ಸಂದರ್ಭದಲ್ಲಿ ಮುಖಂಡರು, ಗ್ರಾಮಸ್ಥರು ಹಾಗೂ ಕಾರ್ಯಕರ್ತರು ಇದ್ದರು. [800,447,912,558]
media-results-b: ಫಲಿತಾಂಶ ವಿವರ: 100 ಮೀ. ಓಟದಲ್ಲಿ ಪ್ರಥಮ, ದ್ವಿತೀಯ, ತೃತೀಯ ಸ್ಥಾನ; 400 ಮೀ. ಓಟದಲ್ಲಿ ಪ್ರಥಮ, ದ್ವಿತೀಯ; ಗುಂಡು ಎಸೆತದಲ್ಲಿ ಪ್ರಥಮ, ದ್ವಿತೀಯ, ತೃತೀಯ; ಕೇರಂ ಸಿಂಗಲ್ಸ್‌ನಲ್ಲಿ ಪ್ರಥಮ ಹಾಗೂ ದ್ವಿತೀಯ ಸ್ಥಾನ ಪಡೆದರು. ಚೆಸ್ ಸ್ಪರ್ಧೆಯಲ್ಲಿ ಪ್ರಥಮ, ದ್ವಿತೀಯ ಹಾಗೂ ತೃತೀಯ ಸ್ಥಾನ ಪಡೆದುಕೊಂಡರು. [776,1285,912,1351]
lotus-icon [36,36,60,62]
